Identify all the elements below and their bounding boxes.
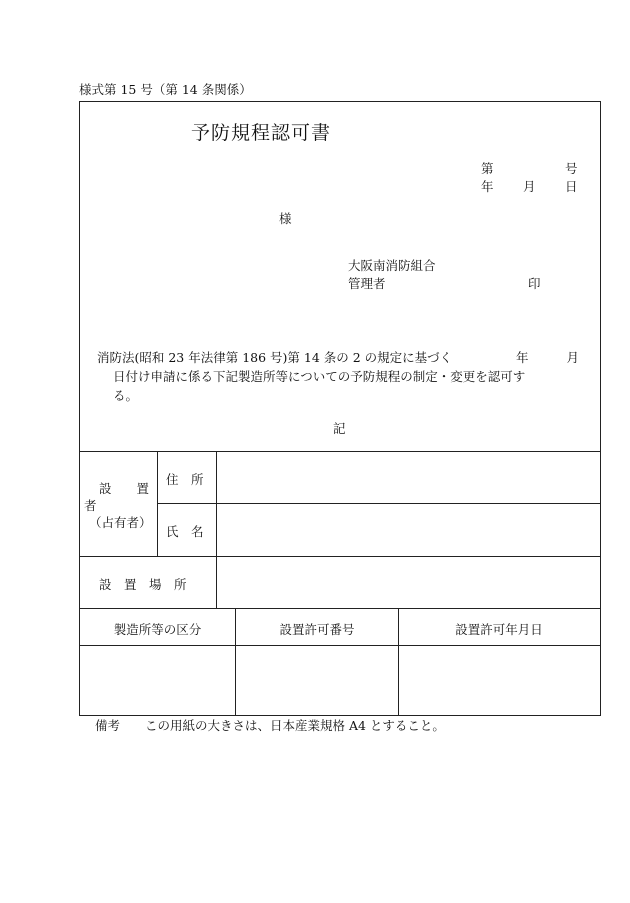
- statement-year-label: 年: [516, 350, 529, 365]
- divider: [157, 451, 158, 556]
- approval-statement: [97, 348, 579, 405]
- address-label: 住 所: [166, 472, 204, 487]
- date-year-label: 年: [481, 179, 494, 194]
- name-label: 氏 名: [166, 524, 204, 539]
- permit-number-header: 設置許可番号: [279, 622, 355, 637]
- ki-heading: 記: [333, 421, 346, 436]
- statement-line-3: る。: [113, 388, 139, 403]
- divider: [79, 608, 601, 609]
- permit-date-header: 設置許可年月日: [455, 622, 543, 637]
- remark-note: 備考 この用紙の大きさは、日本産業規格 A4 とすること。: [95, 718, 445, 733]
- form-reference: 様式第 15 号（第 14 条関係）: [79, 82, 252, 97]
- issuer-organization: 大阪南消防組合: [348, 258, 436, 273]
- facility-type-header: 製造所等の区分: [113, 622, 202, 637]
- divider: [79, 645, 601, 646]
- issuer-manager-label: 管理者: [348, 276, 386, 291]
- installer-label: 設 置: [99, 481, 150, 496]
- divider: [216, 451, 217, 608]
- statement-line-1: 消防法(昭和 23 年法律第 186 号)第 14 条の 2 の規定に基づく: [97, 350, 453, 365]
- statement-month-label: 月: [566, 350, 579, 365]
- statement-line-2: 日付け申請に係る下記製造所等についての予防規程の制定・変更を認可す: [113, 369, 526, 384]
- location-label: 設 置 場 所: [99, 577, 187, 592]
- divider: [79, 556, 601, 557]
- date-month-label: 月: [523, 179, 536, 194]
- number-suffix: 号: [565, 161, 578, 176]
- number-prefix: 第: [481, 161, 494, 176]
- seal-mark: 印: [528, 276, 541, 291]
- date-day-label: 日: [565, 179, 578, 194]
- installer-label-cont: 者: [84, 498, 97, 513]
- addressee-suffix: 様: [279, 211, 292, 226]
- divider: [157, 503, 601, 504]
- occupant-label: （占有者）: [89, 515, 152, 530]
- document-title: 予防規程認可書: [190, 122, 331, 144]
